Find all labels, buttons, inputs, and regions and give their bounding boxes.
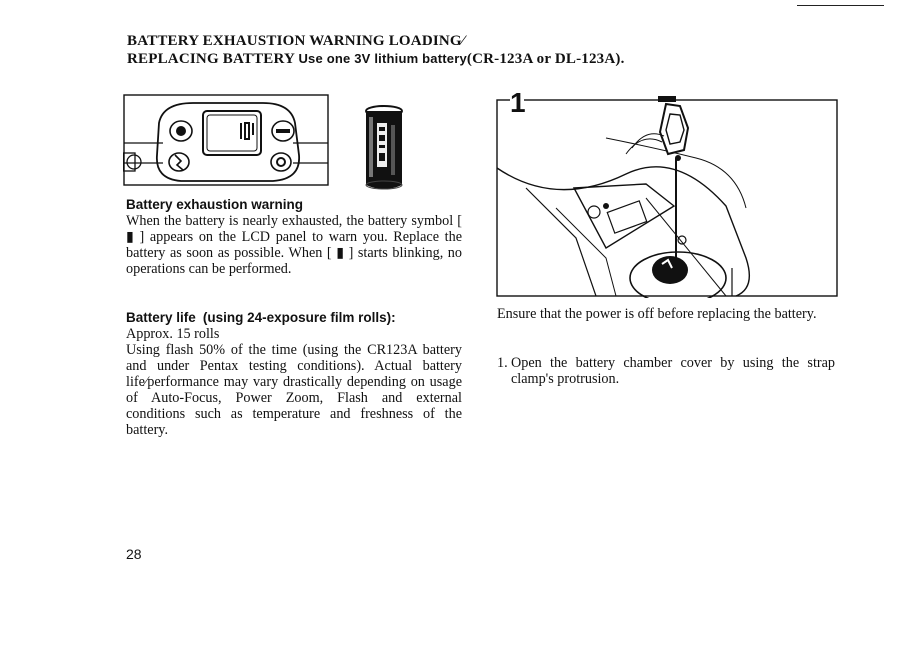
step-number: 1 [510, 88, 526, 118]
step-1-number: 1. [497, 355, 508, 371]
heading-line1: BATTERY EXHAUSTION WARNING LOADING⁄ [127, 33, 465, 49]
battery-life-title [126, 310, 462, 326]
battery-life-title-paren: (using 24-exposure film rolls): [202, 310, 396, 325]
heading-line2 [127, 50, 727, 68]
power-off-text: Ensure that the power is off before replacing the battery. [497, 306, 817, 322]
heading-line2-main: REPLACING BATTERY [127, 51, 295, 67]
battery-warning-title: Battery exhaustion warning [126, 197, 304, 212]
battery-life-section [126, 310, 462, 438]
heading-line2-sub: Use one 3V lithium battery [298, 51, 467, 66]
battery-warning-section [126, 197, 462, 277]
battery-life-title-main: Battery life [126, 310, 196, 325]
battery-warning-body: When the battery is nearly exhausted, the battery symbol [ ▮ ] appears on the LCD panel to warn you. Replace the battery as soon as possible. When [ ▮ ] starts blinking, no operations can be performed. [126, 213, 462, 277]
battery-chamber-illustration [496, 88, 838, 298]
battery-illustration [361, 105, 407, 193]
battery-life-approx: Approx. 15 rolls [126, 326, 220, 342]
lcd-panel-illustration [123, 93, 329, 187]
page-heading [127, 33, 727, 68]
step-1-text: Open the battery chamber cover by using the strap clamp's protrusion. [511, 355, 835, 387]
top-rule [797, 5, 884, 6]
page-number: 28 [126, 546, 142, 562]
heading-line2-model: (CR-123A or DL-123A). [466, 51, 625, 67]
battery-life-body: Using flash 50% of the time (using the CR123A battery and under Pentax testing conditions). Actual battery life⁄performance may vary drastically depending on usage of Auto-Focus, Power Zoom, Flash and external conditions such as temperature and freshness of the battery. [126, 342, 462, 438]
power-off-note [497, 306, 835, 322]
